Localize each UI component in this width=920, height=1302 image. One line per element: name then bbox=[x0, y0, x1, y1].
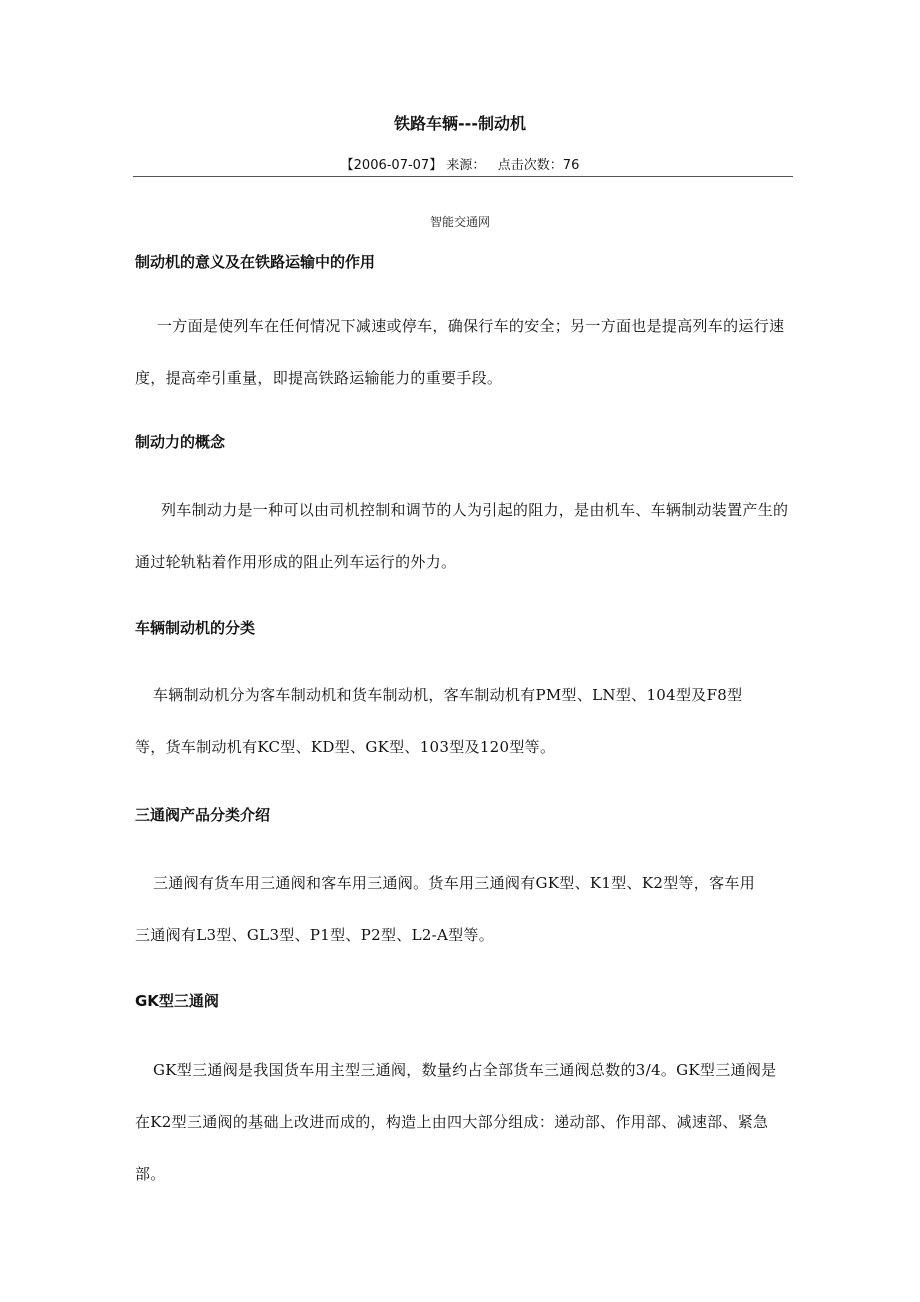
section-body: 车辆制动机分为客车制动机和货车制动机，客车制动机有PM型、LN型、104型及F8型等，货车制动机有KC型、KD型、GK型、103型及120型等。 bbox=[135, 686, 743, 756]
source-site: 智能交通网 bbox=[429, 215, 490, 229]
article-meta bbox=[0, 156, 920, 176]
section-heading: GK型三通阀 bbox=[135, 992, 219, 1010]
publish-date: 【2006-07-07】 bbox=[340, 158, 443, 173]
section-heading: 制动机的意义及在铁路运输中的作用 bbox=[135, 253, 376, 271]
article-title: 铁路车辆---制动机 bbox=[394, 114, 526, 133]
section-heading: 三通阀产品分类介绍 bbox=[135, 806, 271, 824]
clicks-label: 点击次数： bbox=[497, 158, 563, 173]
section-body: GK型三通阀是我国货车用主型三通阀，数量约占全部货车三通阀总数的3/4。GK型三通阀是在K2型三通阀的基础上改进而成的，构造上由四大部分组成：递动部、作用部、减速部、紧急部。 bbox=[135, 1061, 777, 1183]
section-body: 列车制动力是一种可以由司机控制和调节的人为引起的阻力，是由机车、车辆制动装置产生的通过轮轨粘着作用形成的阻止列车运行的外力。 bbox=[135, 501, 789, 571]
clicks-value: 76 bbox=[562, 158, 580, 173]
header-divider bbox=[133, 176, 793, 177]
section-heading: 制动力的概念 bbox=[135, 433, 226, 451]
section-body: 一方面是使列车在任何情况下减速或停车，确保行车的安全；另一方面也是提高列车的运行速度，提高牵引重量，即提高铁路运输能力的重要手段。 bbox=[135, 317, 785, 387]
section-body: 三通阀有货车用三通阀和客车用三通阀。货车用三通阀有GK型、K1型、K2型等，客车用三通阀有L3型、GL3型、P1型、P2型、L2-A型等。 bbox=[135, 874, 755, 944]
source-label: 来源： bbox=[446, 158, 486, 173]
section-heading: 车辆制动机的分类 bbox=[135, 619, 256, 637]
